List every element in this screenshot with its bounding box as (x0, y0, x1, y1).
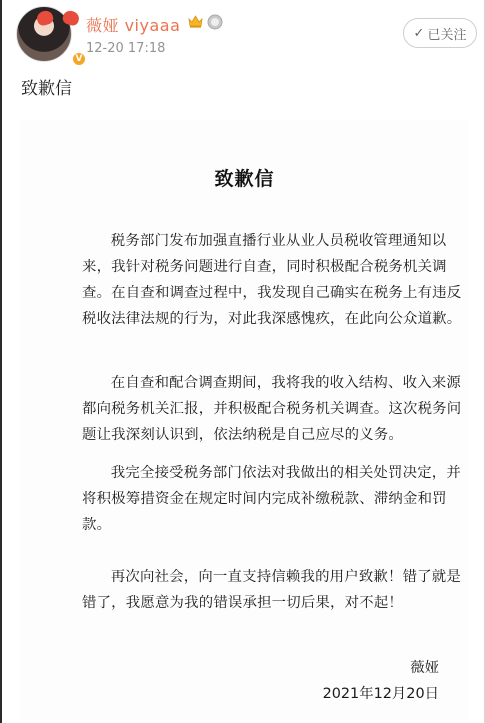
post-text: 致歉信 (21, 79, 72, 99)
letter-paragraph: 再次向社会，向一直支持信赖我的用户致歉！错了就是错了，我愿意为我的错误承担一切后果，对不起！ (82, 569, 461, 611)
letter-paragraph: 我完全接受税务部门依法对我做出的相关处罚决定，并将积极筹措资金在规定时间内完成补缴税款、滞纳金和罚款。 (82, 465, 461, 533)
avatar[interactable] (16, 6, 83, 64)
letter-date: 2021年12月20日 (322, 686, 439, 702)
username[interactable]: 薇娅 viyaaa (86, 16, 181, 35)
festive-hat-icon (37, 11, 81, 27)
crown-icon (188, 15, 203, 28)
apology-letter-image[interactable] (20, 120, 469, 720)
check-icon: ✓ (413, 25, 425, 41)
post-timestamp[interactable]: 12-20 17:18 (86, 41, 166, 56)
letter-paragraph: 在自查和配合调查期间，我将我的收入结构、收入来源都向税务机关汇报，并积极配合税务机关调查。这次税务问题让我深刻认识到，依法纳税是自己应尽的义务。 (82, 375, 462, 443)
verified-badge-icon: V (71, 51, 87, 67)
letter-paragraph: 税务部门发布加强直播行业从业人员税收管理通知以来，我针对税务问题进行自查，同时积极配合税务机关调查。在自查和调查过程中，我发现自己确实在税务上有违反税收法律法规的行为，对此我深感愧疚，在此向公众道歉。 (82, 233, 462, 327)
level-icon (207, 14, 223, 30)
letter-signature: 薇娅 (410, 660, 439, 676)
follow-button-label: 已关注 (427, 27, 467, 43)
letter-title: 致歉信 (214, 168, 275, 190)
follow-button[interactable] (403, 18, 477, 48)
